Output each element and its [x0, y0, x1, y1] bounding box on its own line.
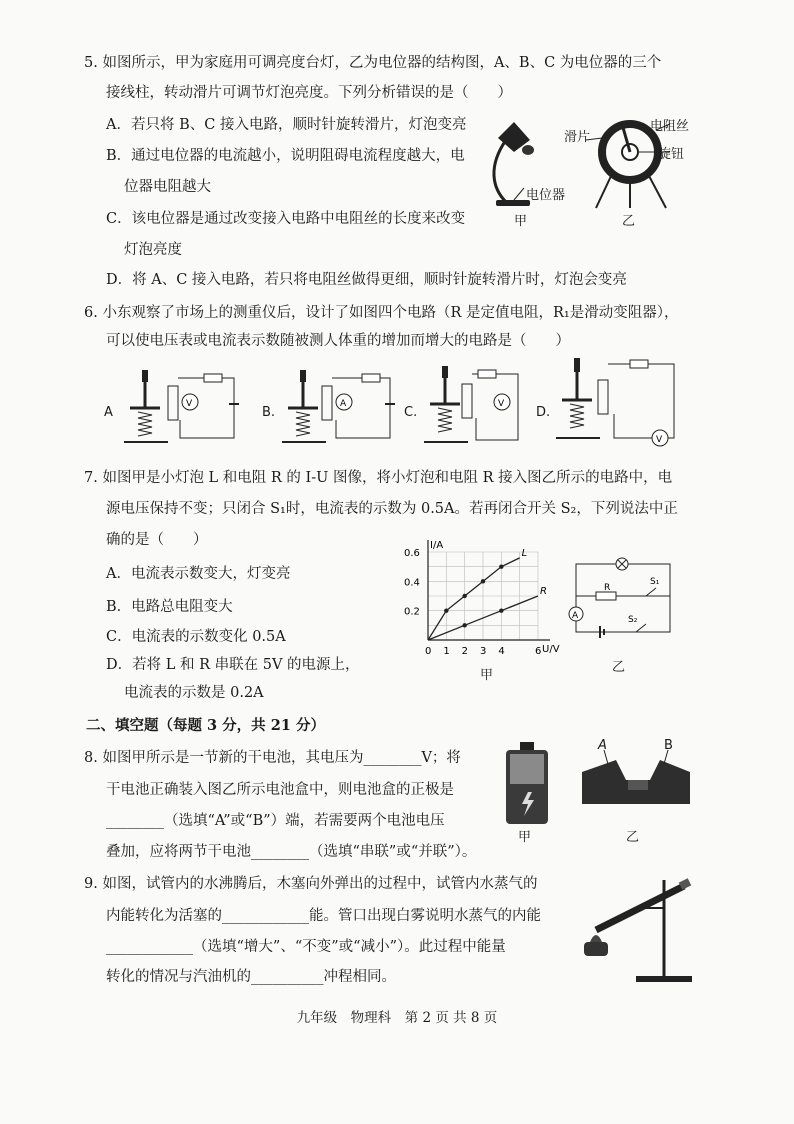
test-tube-apparatus-figure — [576, 872, 698, 988]
q6-option-c-label: C. — [404, 405, 418, 420]
q5-option-d: D．将 A、C 接入电路，若只将电阻丝做得更细，顺时针旋转滑片时，灯泡会变亮 — [106, 272, 627, 288]
data-point-L — [444, 608, 448, 612]
svg-text:S₁: S₁ — [650, 577, 660, 587]
data-point-R — [499, 608, 503, 612]
svg-text:V: V — [656, 435, 663, 445]
svg-text:A: A — [572, 611, 579, 621]
desk-lamp-figure — [484, 110, 564, 220]
q7-option-b: B．电路总电阻变大 — [106, 599, 233, 615]
q8-line1 — [84, 748, 461, 768]
q7-circuit — [566, 552, 676, 642]
resistance-wire-label: 电阻丝 — [650, 119, 690, 134]
q5-stem-text1: 如图所示，甲为家庭用可调亮度台灯，乙为电位器的结构图，A、B、C 为电位器的三个 — [102, 55, 662, 71]
lamp-pointer-line — [514, 188, 524, 200]
data-point-L — [481, 579, 485, 583]
terminal-c — [648, 174, 666, 208]
lamp-bulb — [522, 145, 534, 155]
series-line-L — [428, 558, 520, 640]
q7-figure-jia-label: 甲 — [480, 668, 494, 683]
knob-label: 旋钮 — [658, 147, 685, 162]
q7-option-c: C．电流表的示数变化 0.5A — [106, 629, 286, 645]
terminal-a — [596, 174, 612, 208]
q7-stem-text1: 如图甲是小灯泡 L 和电阻 R 的 I-U 图像，将小灯泡和电阻 R 接入图乙所示的电路中，电 — [102, 470, 673, 486]
q6-circuit-d — [554, 356, 686, 452]
q8-figure-jia-label: 甲 — [518, 830, 532, 845]
q6-option-b-label: B. — [262, 405, 276, 420]
figure-jia-label: 甲 — [514, 214, 528, 229]
q5-stem-line2: 接线柱，转动滑片可调节灯泡亮度。下列分析错误的是（ ） — [106, 85, 512, 101]
q5-option-c-line1: C．该电位器是通过改变接入电路中电阻丝的长度来改变 — [106, 211, 466, 227]
q8-text1: 如图甲所示是一节新的干电池，其电压为________V；将 — [102, 750, 461, 766]
q5-option-a: A．若只将 B、C 接入电路，顺时针旋转滑片，灯泡变亮 — [106, 117, 467, 133]
q6-option-d-label: D. — [536, 405, 551, 420]
q8-number: 8. — [84, 750, 98, 766]
q6-number: 6. — [84, 305, 98, 321]
q6-stem-text1: 小东观察了市场上的测重仪后，设计了如图四个电路（R 是定值电阻，R₁是滑动变阻器）， — [102, 305, 679, 321]
q9-line2: 内能转化为活塞的____________能。管口出现白雾说明水蒸气的内能 — [106, 908, 541, 924]
x-tick-label: 2 — [461, 646, 469, 657]
alcohol-lamp — [584, 942, 608, 956]
x-tick-label: 3 — [480, 646, 487, 657]
q7-figure-yi-label: 乙 — [612, 660, 626, 675]
data-point-R — [462, 623, 466, 627]
q6-circuit-b — [278, 368, 402, 452]
q6-circuit-a — [120, 368, 244, 452]
svg-text:A: A — [340, 399, 347, 409]
q7-stem-line2: 源电压保持不变；只闭合 S₁时，电流表的示数为 0.5A。若再闭合开关 S₂，下列说法中正 — [106, 501, 678, 517]
y-tick-label: 0.6 — [404, 548, 420, 559]
battery-box-terminal-a: A — [598, 738, 607, 753]
q6-stem-line2: 可以使电压表或电流表示数随被测人体重的增加而增大的电路是（ ） — [106, 333, 570, 349]
data-point-L — [499, 564, 503, 568]
q7-stem-line1 — [84, 468, 672, 488]
q7-option-d-line2: 电流表的示数是 0.2A — [124, 685, 264, 701]
data-point-L — [462, 594, 466, 598]
x-axis-label: U/V — [542, 644, 560, 655]
lamp-arm — [494, 140, 506, 202]
q5-stem-line1 — [84, 53, 661, 73]
x-tick-label: 4 — [498, 646, 505, 657]
q5-number: 5. — [84, 55, 98, 71]
q6-option-a-label: A — [104, 405, 113, 420]
series-label-L: L — [521, 547, 528, 559]
x-tick-label: 6 — [535, 646, 542, 657]
q8-figure-yi-label: 乙 — [626, 830, 640, 845]
x-tick-label: 0 — [425, 646, 432, 657]
q7-option-d-line1: D．若将 L 和 R 串联在 5V 的电源上， — [106, 657, 360, 673]
q7-stem-line3: 确的是（ ） — [106, 532, 208, 548]
q7-number: 7. — [84, 470, 98, 486]
svg-text:R: R — [604, 583, 611, 593]
q5-option-b-line1: B．通过电位器的电流越小，说明阻碍电流程度越大，电 — [106, 148, 465, 164]
test-tube — [596, 886, 684, 930]
q9-line4: 转化的情况与汽油机的__________冲程相同。 — [106, 969, 396, 985]
lamp-potentiometer-note: 电位器 — [526, 188, 566, 203]
dry-battery-figure — [500, 740, 556, 828]
q8-line2: 干电池正确装入图乙所示电池盒中，则电池盒的正极是 — [106, 782, 454, 798]
q9-number: 9. — [84, 876, 98, 892]
page-footer: 九年级 物理科 第 2 页 共 8 页 — [296, 1010, 498, 1026]
battery-box-figure — [576, 746, 696, 816]
flame — [590, 935, 602, 942]
svg-text:V: V — [186, 399, 193, 409]
q7-option-a: A．电流表示数变大，灯变亮 — [106, 566, 291, 582]
q9-line1 — [84, 874, 537, 894]
x-tick-label: 1 — [443, 646, 450, 657]
figure-yi-label: 乙 — [622, 214, 636, 229]
battery-box-terminal-b: B — [664, 738, 673, 753]
q5-option-c-line2: 灯泡亮度 — [124, 242, 182, 258]
q5-option-b-line2: 位器电阻越大 — [124, 179, 211, 195]
svg-text:S₂: S₂ — [628, 615, 638, 625]
y-tick-label: 0.2 — [404, 606, 420, 618]
svg-text:V: V — [498, 399, 505, 409]
q6-circuit-c — [422, 364, 530, 452]
section-2-title: 二、填空题（每题 3 分，共 21 分） — [86, 717, 325, 734]
q9-line3: ____________（选填“增大”、“不变”或“减小”）。此过程中能量 — [106, 939, 506, 955]
q9-text1: 如图，试管内的水沸腾后，木塞向外弹出的过程中，试管内水蒸气的 — [102, 876, 538, 892]
stand-base — [636, 976, 692, 982]
lamp-base — [496, 200, 530, 206]
y-axis-label: I/A — [430, 540, 444, 551]
iu-graph — [400, 530, 560, 670]
q8-line4: 叠加，应将两节干电池________（选填“串联”或“并联”）。 — [106, 844, 477, 860]
q6-stem-line1 — [84, 303, 678, 323]
series-label-R: R — [540, 586, 547, 597]
slider-label: 滑片 — [564, 130, 591, 145]
q8-line3: ________（选填“A”或“B”）端，若需要两个电池电压 — [106, 813, 445, 829]
y-tick-label: 0.4 — [404, 577, 420, 589]
